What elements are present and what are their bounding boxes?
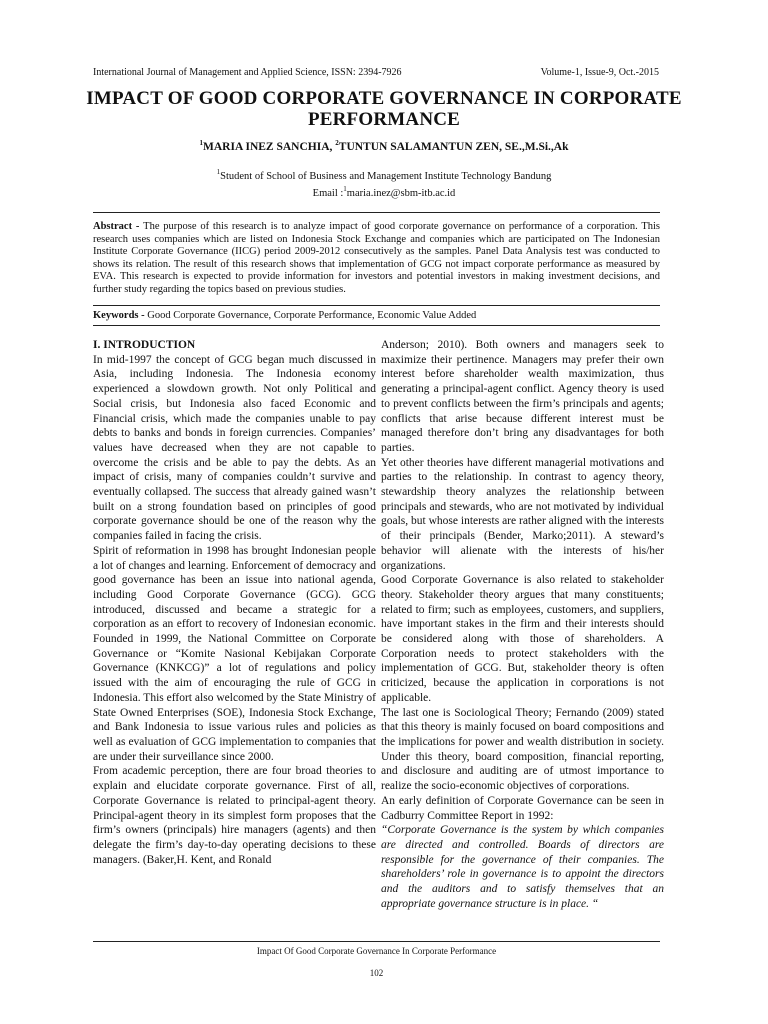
author-2-name: TUNTUN SALAMANTUN ZEN, SE.,M.Si.,Ak xyxy=(338,141,569,153)
footer-rule xyxy=(93,941,660,942)
paragraph: From academic perception, there are four broad theories to explain and elucidate corporate governance. First of all, Corporate Governance is related to principal-agent theory. Principal-agent theory in its simplest form proposes that the firm’s owners (principals) hire managers (agents) and then delegate the firm’s day-to-day operating decisions to these managers. (Baker,H. Kent, and Ronald xyxy=(93,765,376,866)
email-address: maria.inez@sbm-itb.ac.id xyxy=(346,188,456,199)
affiliation-superscript: 1 xyxy=(216,168,221,176)
author-1-superscript: 1 xyxy=(199,139,203,147)
author-list xyxy=(80,139,688,153)
email-superscript: 1 xyxy=(343,185,347,193)
keywords-bottom-rule xyxy=(93,325,660,326)
keywords xyxy=(93,310,660,321)
abstract xyxy=(93,221,660,297)
keywords-top-rule xyxy=(93,305,660,306)
paragraph: Anderson; 2010). Both owners and managers seek to maximize their pertinence. Managers may prefer their own interest before shareholder wealth maximization, thus generating a principal-agent conflict. Agency theory is used to prevent conflicts between the firm’s principals and agents; conflicts that arise because different interest must be managed therefore don’t bring any disadvantages for both parties. xyxy=(381,339,664,454)
paragraph: Good Corporate Governance is also related to stakeholder theory. Stakeholder theory argues that many constituents; related to firm; such as employees, customers, and suppliers, have important stakes in the firm and their interests should be considered along with those of shareholders. A Corporation needs to protect stakeholders with the implementation of GCG. But, stakeholder theory is often criticized, because the application in corporations is not applicable. xyxy=(381,574,664,704)
section-heading: I. INTRODUCTION xyxy=(93,339,196,351)
affiliation-text: Student of School of Business and Management Institute Technology Bandung xyxy=(220,171,552,182)
abstract-label: Abstract - xyxy=(93,221,144,232)
journal-volume: Volume-1, Issue-9, Oct.-2015 xyxy=(540,67,659,78)
left-column xyxy=(93,338,376,867)
author-1-name: MARIA INEZ SANCHIA, xyxy=(203,141,336,153)
page-number: 102 xyxy=(369,968,384,978)
paragraph: An early definition of Corporate Governance can be seen in Cadburry Committee Report in 1992: xyxy=(381,794,664,822)
email-label: Email : xyxy=(312,188,344,199)
paragraph: In mid-1997 the concept of GCG began much discussed in Asia, including Indonesia. The Indonesia economy experienced a slowdown growth. Not only Political and Social crisis, but Indonesia also faced Economic and Financial crisis, which made the companies unable to pay debts to banks and bonds in foreign currencies. Companies’ values have decreased when they are not capable to overcome the crisis and be able to pay the debts. As an impact of crisis, many of companies couldn’t survive and eventually collapsed. The success that already gained wasn’t built on a strong foundation based on principles of good corporate governance should be one of the reason why the companies failed in facing the crisis. xyxy=(93,353,376,543)
right-column xyxy=(381,338,664,911)
author-2-superscript: 2 xyxy=(335,139,339,147)
affiliation xyxy=(80,166,688,200)
keywords-label: Keywords - xyxy=(93,310,148,321)
affiliation-line xyxy=(80,166,688,183)
abstract-top-rule xyxy=(93,212,660,213)
paragraph: Spirit of reformation in 1998 has brought Indonesian people a lot of changes and learning. Enforcement of democracy and good governance has been an issue into national agenda, including Good Corporate Governance (GCG). GCG introduced, discussed and became a strategic for a corporation as an effort to recovery of Indonesian economic. Founded in 1999, the National Committee on Corporate Governance or “Komite Nasional Kebijakan Corporate Governance (KNKCG)” a lot of regulations and policy issued with the aim of encouraging the rule of GCG in Indonesia. This effort also welcomed by the State Ministry of State Owned Enterprises (SOE), Indonesia Stock Exchange, and Bank Indonesia to issue various rules and policies as well as evaluation of GCG implementation to companies that are under their surveillance since 2000. xyxy=(93,544,376,763)
journal-header xyxy=(93,67,659,78)
keywords-text: Good Corporate Governance, Corporate Performance, Economic Value Added xyxy=(147,310,477,321)
cadbury-quote: “Corporate Governance is the system by which companies are directed and controlled. Boards of directors are responsible for the governance of their companies. The shareholders’ role in governance is to appoint the directors and the auditors and to satisfy themselves that an appropriate governance structure is in place. “ xyxy=(381,824,664,910)
abstract-text: The purpose of this research is to analyze impact of good corporate governance on performance of a corporation. This research uses companies which are listed on Indonesia Stock Exchange and companies which are participated on The Indonesian Institute Corporate Governance (IICG) period 2009-2012 consecutively as the samples. Panel Data Analysis test was conducted to shows its relation. The result of this research shows that implementation of GCG not impact corporate performance as measured by EVA. This research is expected to provide information for investors and potential investors in making investment decisions, and further study regarding the topics based on previous studies. xyxy=(93,221,660,295)
running-title: Impact Of Good Corporate Governance In Corporate Performance xyxy=(256,946,497,956)
paragraph: Yet other theories have different managerial motivations and parties to the relationship. In contrast to agency theory, stewardship theory analyzes the relationship between principals and stewards, who are not motivated by individual goals, but whose interests are rather aligned with the interests of their principals (Bender, Marko;2011). A steward’s behavior will alienate with the interests of his/her organizations. xyxy=(381,456,664,572)
email-line xyxy=(80,183,688,200)
journal-name: International Journal of Management and Applied Science, ISSN: 2394-7926 xyxy=(93,67,402,78)
paper-title: IMPACT OF GOOD CORPORATE GOVERNANCE IN CORPORATE PERFORMANCE xyxy=(86,88,682,130)
paragraph: The last one is Sociological Theory; Fernando (2009) stated that this theory is mainly focused on board compositions and the implications for power and wealth distribution in society. Under this theory, board composition, financial reporting, and disclosure and auditing are of utmost importance to realize the socio-economic objectives of corporations. xyxy=(381,706,664,793)
